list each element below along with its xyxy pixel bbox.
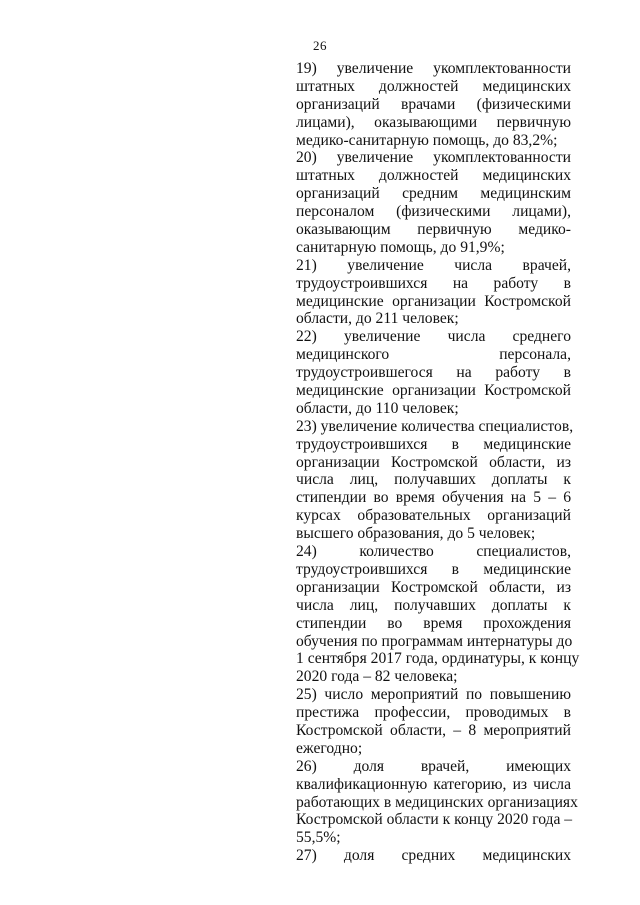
- text-line: курсах образовательных организаций: [296, 507, 571, 525]
- text-line: организаций средним медицинским: [296, 185, 571, 203]
- text-line: области, до 110 человек;: [296, 399, 459, 417]
- text-line: обучения по программам интернатуры до: [296, 632, 573, 650]
- text-line: медицинские организации Костромской: [296, 292, 571, 310]
- text-line: работающих в медицинских организациях: [296, 793, 578, 811]
- text-line: числа лиц, получавших доплаты к: [296, 596, 571, 614]
- list-item: [296, 686, 571, 758]
- text-line: медицинские организации Костромской: [296, 382, 571, 400]
- text-line: числа лиц, получавших доплаты к: [296, 471, 571, 489]
- text-line: Костромской области, – 8 мероприятий: [296, 721, 571, 739]
- text-line: организаций врачами (физическими: [296, 95, 571, 113]
- text-line: ежегодно;: [296, 739, 363, 757]
- text-line: высшего образования, до 5 человек;: [296, 525, 536, 543]
- text-line: штатных должностей медицинских: [296, 77, 571, 95]
- text-line: 25) число мероприятий по повышению: [296, 686, 571, 704]
- text-line: трудоустроившегося на работу в: [296, 364, 571, 382]
- list-item: [296, 543, 580, 686]
- list-item: [296, 847, 571, 865]
- text-line: штатных должностей медицинских: [296, 167, 571, 185]
- text-line: 23) увеличение количества специалистов,: [296, 417, 574, 435]
- list-item: [296, 60, 571, 149]
- document-body: [296, 60, 580, 865]
- list-item: [296, 257, 571, 329]
- text-line: 55,5%;: [296, 829, 341, 847]
- page-number: 26: [313, 38, 327, 53]
- text-line: 1 сентября 2017 года, ординатуры, к концу: [296, 650, 580, 668]
- text-line: организации Костромской области, из: [296, 578, 571, 596]
- list-item: [296, 417, 574, 543]
- text-line: 19) увеличение укомплектованности: [296, 60, 571, 77]
- text-line: трудоустроившихся на работу в: [296, 274, 571, 292]
- text-line: 20) увеличение укомплектованности: [296, 149, 571, 167]
- text-line: области, до 211 человек;: [296, 310, 459, 328]
- list-item: [296, 757, 578, 847]
- text-line: трудоустроившихся в медицинские: [296, 560, 571, 578]
- text-line: организации Костромской области, из: [296, 453, 571, 471]
- list-item: [296, 328, 571, 417]
- text-line: лицами), оказывающими первичную: [296, 113, 571, 131]
- text-line: персоналом (физическими лицами),: [296, 203, 571, 221]
- text-line: квалификационную категорию, из числа: [296, 775, 571, 793]
- text-line: Костромской области к концу 2020 года –: [296, 811, 573, 829]
- text-line: 22) увеличение числа среднего: [296, 328, 571, 346]
- text-line: стипендии во время прохождения: [296, 614, 571, 632]
- text-line: престижа профессии, проводимых в: [296, 704, 571, 722]
- text-line: стипендии во время обучения на 5 – 6: [296, 489, 571, 507]
- list-item: [296, 149, 571, 256]
- text-line: 21) увеличение числа врачей,: [296, 256, 571, 274]
- text-line: 2020 года – 82 человека;: [296, 668, 458, 686]
- text-line: 27) доля средних медицинских: [296, 847, 571, 865]
- text-line: трудоустроившихся в медицинские: [296, 435, 571, 453]
- text-line: санитарную помощь, до 91,9%;: [296, 238, 505, 256]
- text-line: оказывающим первичную медико-: [296, 221, 571, 239]
- text-line: медико-санитарную помощь, до 83,2%;: [296, 131, 558, 149]
- text-line: медицинского персонала,: [296, 346, 571, 364]
- text-line: 26) доля врачей, имеющих: [296, 757, 571, 775]
- text-line: 24) количество специалистов,: [296, 543, 571, 561]
